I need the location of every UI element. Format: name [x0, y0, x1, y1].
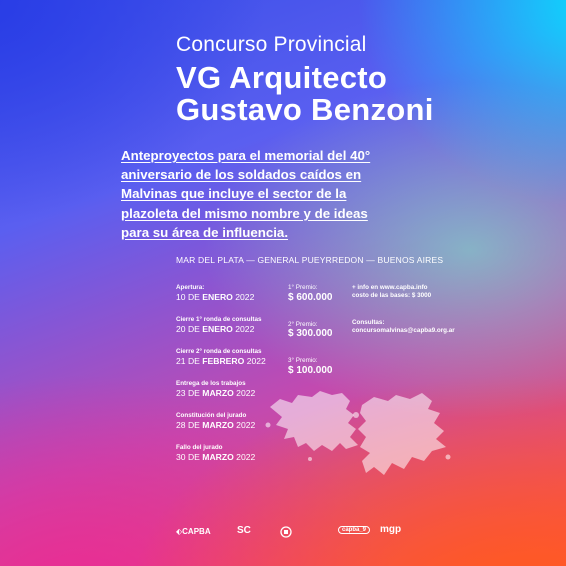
sc-logo: SC — [237, 525, 251, 536]
prize-amount: $ 300.000 — [288, 328, 333, 339]
description-line: Malvinas que incluye el sector de la — [121, 186, 347, 202]
contest-name-line-2: Gustavo Benzoni — [176, 92, 434, 127]
schedule-column — [176, 284, 266, 476]
contest-type-title: Concurso Provincial — [176, 33, 367, 56]
prize-label: 2° Premio: — [288, 320, 318, 328]
info-web-link[interactable]: + info en www.capba.info — [352, 284, 428, 291]
schedule-item — [176, 316, 266, 334]
prize-item — [288, 357, 333, 377]
colegio-logo — [280, 526, 292, 540]
schedule-date: 28 DE MARZO 2022 — [176, 419, 256, 430]
schedule-label: Apertura: — [176, 284, 205, 291]
schedule-label: Entrega de los trabajos — [176, 380, 246, 387]
schedule-label: Cierre 1° ronda de consultas — [176, 316, 262, 323]
description-line: para su área de influencia. — [121, 224, 289, 240]
description-line: Anteproyectos para el memorial del 40° — [121, 148, 371, 163]
sponsor-logos-row — [0, 524, 566, 544]
capba-logo: ⬖CAPBA — [176, 527, 211, 536]
prize-item — [288, 321, 333, 341]
contest-description — [121, 146, 421, 242]
schedule-date: 21 DE FEBRERO 2022 — [176, 355, 266, 366]
schedule-label: Fallo del jurado — [176, 444, 223, 451]
schedule-item — [176, 380, 266, 398]
info-item — [352, 319, 455, 334]
location-line: MAR DEL PLATA — GENERAL PUEYRREDON — BUENOS AIRES — [176, 255, 444, 265]
schedule-label: Constitución del jurado — [176, 412, 247, 419]
schedule-date: 20 DE ENERO 2022 — [176, 323, 255, 334]
prize-label: 1° Premio: — [288, 284, 318, 291]
description-line: plazoleta del mismo nombre y de ideas — [121, 205, 368, 221]
schedule-item — [176, 412, 266, 430]
schedule-label: Cierre 2° ronda de consultas — [176, 348, 262, 355]
info-item — [352, 284, 455, 299]
schedule-date: 30 DE MARZO 2022 — [176, 451, 256, 462]
schedule-item — [176, 444, 266, 462]
schedule-item — [176, 284, 266, 302]
capba-icon: ⬖ — [176, 527, 183, 536]
mgp-logo: mgp — [380, 524, 402, 535]
prize-label: 3° Premio: — [288, 357, 318, 364]
consultas-label: Consultas: — [352, 319, 385, 326]
colegio-emblem-icon — [280, 526, 292, 538]
consultas-email-link[interactable]: concursomalvinas@capba9.org.ar — [352, 326, 455, 334]
info-cost: costo de las bases: $ 3000 — [352, 291, 432, 299]
schedule-date: 10 DE ENERO 2022 — [176, 291, 255, 302]
malvinas-islands-map-icon — [262, 385, 462, 485]
schedule-date: 23 DE MARZO 2022 — [176, 387, 256, 398]
prize-item — [288, 284, 333, 304]
prize-amount: $ 100.000 — [288, 364, 333, 376]
prize-amount: $ 600.000 — [288, 291, 333, 303]
prizes-column — [288, 284, 333, 394]
contest-name-line-1: VG Arquitecto — [176, 60, 388, 95]
description-line: aniversario de los soldados caídos en — [121, 167, 362, 183]
info-column — [352, 284, 455, 354]
schedule-item — [176, 348, 266, 366]
contest-name-title — [176, 62, 434, 126]
capba9-logo: capba_9 — [338, 526, 370, 534]
